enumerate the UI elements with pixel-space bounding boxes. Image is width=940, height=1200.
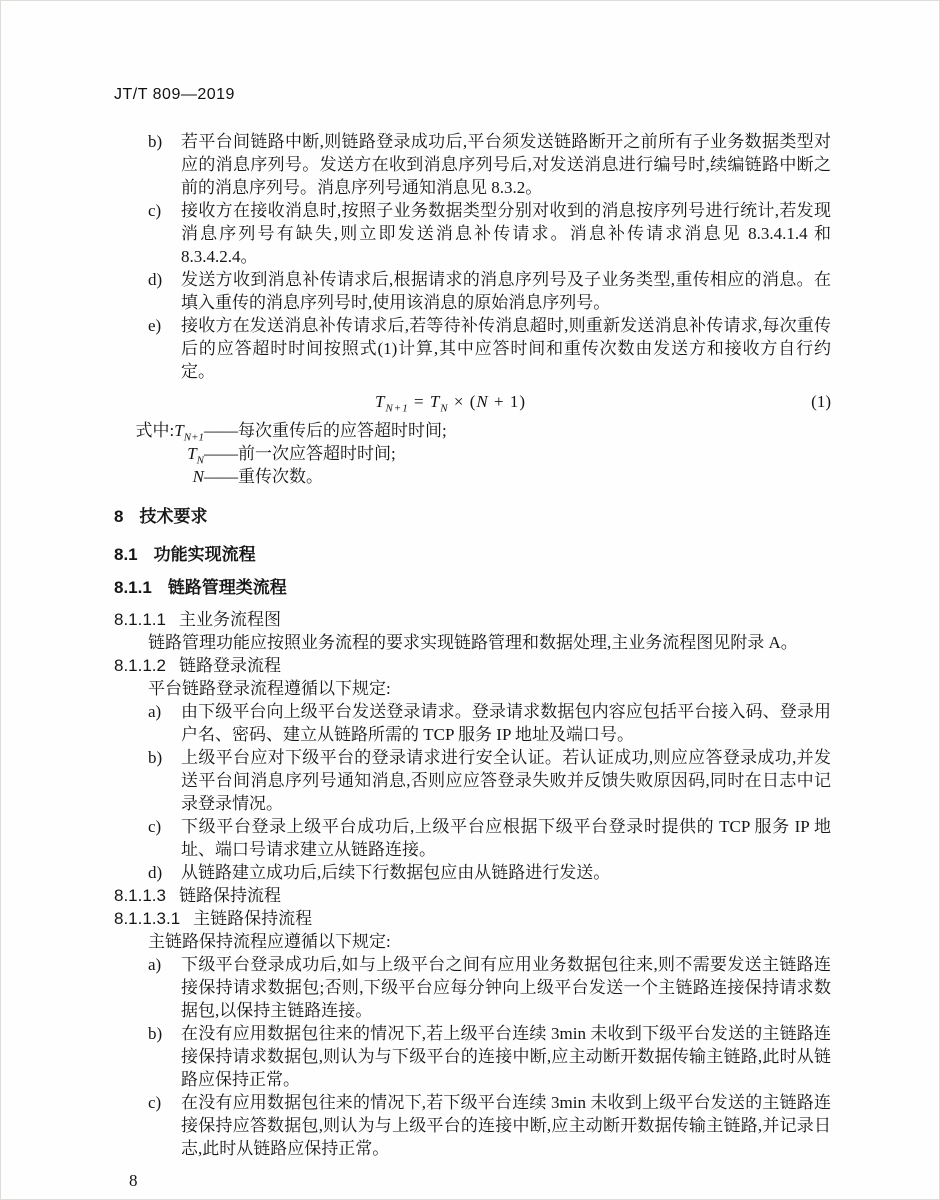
list-item-text: 在没有应用数据包往来的情况下,若下级平台连续 3min 未收到上级平台发送的主链路连接保持应答数据包,则认为与上级平台的连接中断,应主动断开数据传输主链路,并记录日志,此时从链路应保持正常。: [181, 1093, 831, 1158]
list-item: [114, 314, 831, 383]
list-item-text: 在没有应用数据包往来的情况下,若上级平台连续 3min 未收到下级平台发送的主链路连接保持请求数据包,则认为与下级平台的连接中断,应主动断开数据传输主链路,此时从链路应保持正常。: [181, 1024, 831, 1089]
section-number: 8: [114, 507, 124, 526]
list-item: [114, 953, 831, 1022]
where-description: 前一次应答超时时间;: [238, 444, 396, 463]
list-item: [114, 199, 831, 268]
list-item: [114, 700, 831, 746]
list-item: [114, 130, 831, 199]
section-title: 链路管理类流程: [167, 578, 287, 597]
equation-1: [114, 390, 831, 413]
section-title: 功能实现流程: [153, 545, 256, 564]
subscript-n-plus-1: N+1: [183, 431, 204, 444]
list-item: [114, 1022, 831, 1091]
where-entry: [114, 465, 831, 488]
section-heading-8-1: [114, 543, 831, 566]
variable-T-prev: T: [429, 392, 441, 411]
variable-T-prev: T: [187, 444, 197, 463]
list-item-label: c): [148, 817, 162, 836]
where-clause: [114, 419, 831, 488]
list-item-label: b): [148, 748, 163, 767]
variable-T-next: T: [375, 392, 386, 411]
variable-N: N: [192, 467, 204, 486]
em-dash: ——: [204, 444, 238, 463]
list-item-text: 接收方在发送消息补传请求后,若等待补传消息超时,则重新发送消息补传请求,每次重传后的应答超时时间按照式(1)计算,其中应答时间和重传次数由发送方和接收方自行约定。: [181, 316, 831, 381]
section-heading-8-1-1-1: [114, 608, 831, 631]
section-heading-8-1-1-2: [114, 654, 831, 677]
list-item-label: b): [148, 132, 163, 151]
list-item-text: 由下级平台向上级平台发送登录请求。登录请求数据包内容应包括平台接入码、登录用户名、密码、建立从链路所需的 TCP 服务 IP 地址及端口号。: [181, 702, 831, 744]
where-term: [114, 442, 204, 465]
list-item-label: e): [148, 316, 162, 335]
equation-number: (1): [811, 392, 831, 411]
list-item: [114, 268, 831, 314]
where-intro: 式中:: [135, 421, 175, 440]
list-item-label: b): [148, 1024, 163, 1043]
list-item-text: 从链路建立成功后,后续下行数据包应由从链路进行发送。: [181, 863, 611, 882]
list-item: [114, 861, 831, 884]
section-title: 链路保持流程: [179, 886, 281, 905]
section-title: 技术要求: [139, 507, 208, 526]
message-sequence-rules-list: [114, 130, 831, 383]
times-open-paren: × (: [448, 392, 477, 411]
list-item-text: 发送方收到消息补传请求后,根据请求的消息序列号及子业务类型,重传相应的消息。在填入重传的消息序列号时,使用该消息的原始消息序列号。: [181, 270, 831, 312]
link-keep-flow-list: [114, 953, 831, 1160]
list-item-label: c): [148, 1093, 162, 1112]
em-dash: ——: [204, 467, 238, 486]
equation-expression: [114, 390, 787, 413]
em-dash: ——: [204, 421, 238, 440]
list-item-label: d): [148, 863, 163, 882]
list-item: [114, 815, 831, 861]
running-header-standard-number: JT/T 809—2019: [114, 86, 235, 103]
section-heading-8-1-1: [114, 576, 831, 599]
where-term: [114, 465, 204, 488]
list-item-text: 上级平台应对下级平台的登录请求进行安全认证。若认证成功,则应应答登录成功,并发送平台间消息序列号通知消息,否则应应答登录失败并反馈失败原因码,同时在日志中记录登录情况。: [181, 748, 831, 813]
list-item-text: 下级平台登录上级平台成功后,上级平台应根据下级平台登录时提供的 TCP 服务 IP 地址、端口号请求建立从链路连接。: [181, 817, 831, 859]
section-heading-8-1-1-3: [114, 884, 831, 907]
list-item-text: 若平台间链路中断,则链路登录成功后,平台须发送链路断开之前所有子业务数据类型对应的消息序列号。发送方在收到消息序列号后,对发送消息进行编号时,续编链路中断之前的消息序列号。消息序列号通知消息见 8.3.2。: [181, 132, 831, 197]
variable-N: N: [476, 392, 489, 411]
subscript-n: N: [196, 454, 204, 467]
subscript-n-plus-1: N+1: [385, 402, 409, 415]
equals-sign: =: [408, 392, 430, 411]
list-item-label: a): [148, 702, 162, 721]
section-number: 8.1: [114, 545, 138, 564]
subscript-n: N: [440, 402, 449, 415]
variable-T-next: T: [174, 421, 184, 440]
list-item-text: 接收方在接收消息时,按照子业务数据类型分别对收到的消息按序列号进行统计,若发现消息序列号有缺失,则立即发送消息补传请求。消息补传请求消息见 8.3.4.1.4 和 8.3.4.2.4。: [181, 201, 831, 266]
section-number: 8.1.1.3: [114, 886, 166, 905]
section-title: 主链路保持流程: [193, 909, 313, 928]
where-description: 重传次数。: [238, 467, 323, 486]
section-title: 主业务流程图: [179, 610, 281, 629]
list-item-label: d): [148, 270, 163, 289]
list-item: [114, 1091, 831, 1160]
where-entry: [114, 419, 831, 442]
where-description: 每次重传后的应答超时时间;: [238, 421, 447, 440]
list-item-label: c): [148, 201, 162, 220]
plus-one-close-paren: + 1): [488, 392, 526, 411]
page-content: [114, 83, 831, 1192]
section-number: 8.1.1.2: [114, 656, 166, 675]
section-number: 8.1.1: [114, 578, 152, 597]
list-item: [114, 746, 831, 815]
login-flow-list: [114, 700, 831, 884]
page-number: 8: [129, 1171, 138, 1190]
list-item-text: 下级平台登录成功后,如与上级平台之间有应用业务数据包往来,则不需要发送主链路连接保持请求数据包;否则,下级平台应每分钟向上级平台发送一个主链路连接保持请求数据包,以保持主链路连接。: [181, 955, 831, 1020]
paragraph-main-flow: 链路管理功能应按照业务流程的要求实现链路管理和数据处理,主业务流程图见附录 A。: [148, 633, 798, 652]
section-number: 8.1.1.3.1: [114, 909, 181, 928]
section-heading-8-1-1-3-1: [114, 907, 831, 930]
where-entry: [114, 442, 831, 465]
list-item-label: a): [148, 955, 162, 974]
section-number: 8.1.1.1: [114, 610, 166, 629]
section-heading-8: [114, 505, 831, 528]
paragraph-login-intro: 平台链路登录流程遵循以下规定:: [148, 679, 391, 698]
paragraph-keep-intro: 主链路保持流程应遵循以下规定:: [148, 932, 391, 951]
section-title: 链路登录流程: [179, 656, 281, 675]
where-term: [114, 419, 204, 442]
